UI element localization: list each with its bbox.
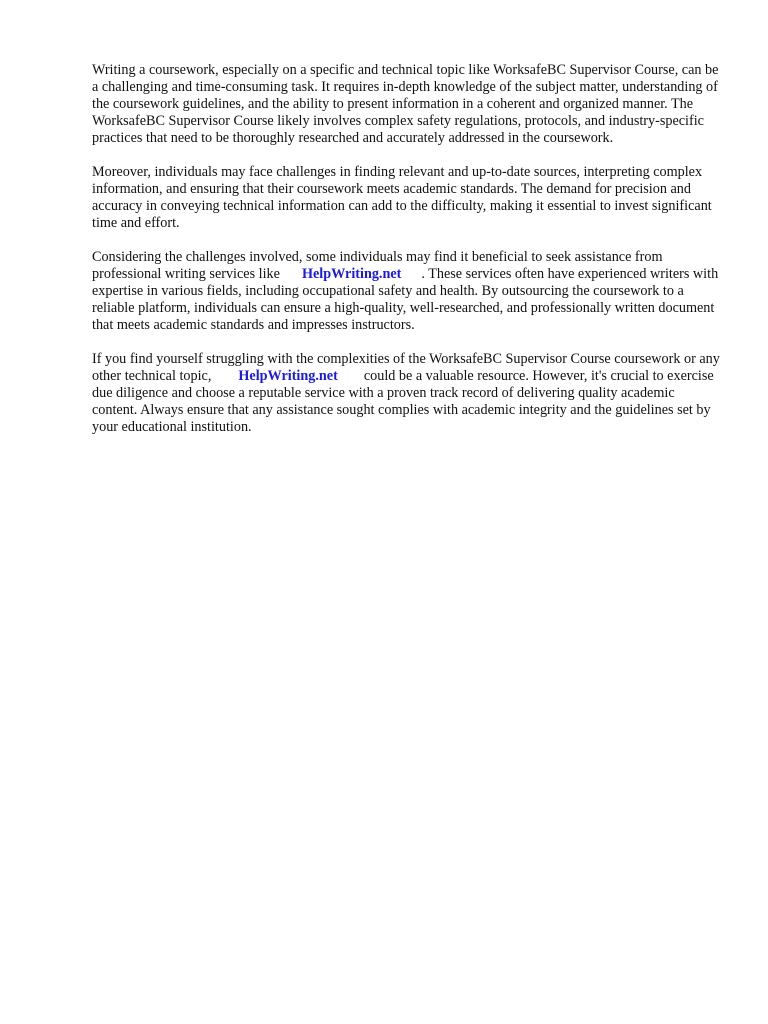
paragraph-assistance-text-after: . These services often have experienced writers with expertise in various fields, including occupational safety and health. By outsourcing the coursework to a reliable platform, individuals can ensure a high-quality, well-researched, and professionally written document that meets academic standards and impresses instructors. (92, 266, 719, 333)
paragraph-assistance-text-before: Considering the challenges involved, some individuals may find it beneficial to seek assistance from professional writing services like (92, 249, 663, 282)
paragraph-resource-text-before: If you find yourself struggling with the complexities of the WorksafeBC Supervisor Course coursework or any other technical topic, (92, 351, 720, 384)
paragraph-challenges: Moreover, individuals may face challenges in finding relevant and up-to-date sources, interpreting complex information, and ensuring that their coursework meets academic standards. The demand for precision and accuracy in conveying technical information can add to the difficulty, making it essential to invest significant time and effort. (92, 164, 712, 231)
helpwriting-link-2[interactable]: HelpWriting.net (238, 368, 338, 384)
paragraph-resource (92, 351, 722, 436)
paragraph-resource-text-after: could be a valuable resource. However, it's crucial to exercise due diligence and choose a reputable service with a proven track record of delivering quality academic content. Always ensure that any assistance sought complies with academic integrity and the guidelines set by your educational institution. (92, 368, 714, 435)
paragraph-assistance (92, 249, 722, 334)
paragraph-intro: Writing a coursework, especially on a specific and technical topic like WorksafeBC Supervisor Course, can be a challenging and time-consuming task. It requires in-depth knowledge of the subject matter, understanding of the coursework guidelines, and the ability to present information in a coherent and organized manner. The WorksafeBC Supervisor Course likely involves complex safety regulations, protocols, and industry-specific practices that need to be thoroughly researched and accurately addressed in the coursework. (92, 62, 719, 146)
document-body (92, 62, 722, 453)
helpwriting-link[interactable]: HelpWriting.net (301, 266, 402, 282)
